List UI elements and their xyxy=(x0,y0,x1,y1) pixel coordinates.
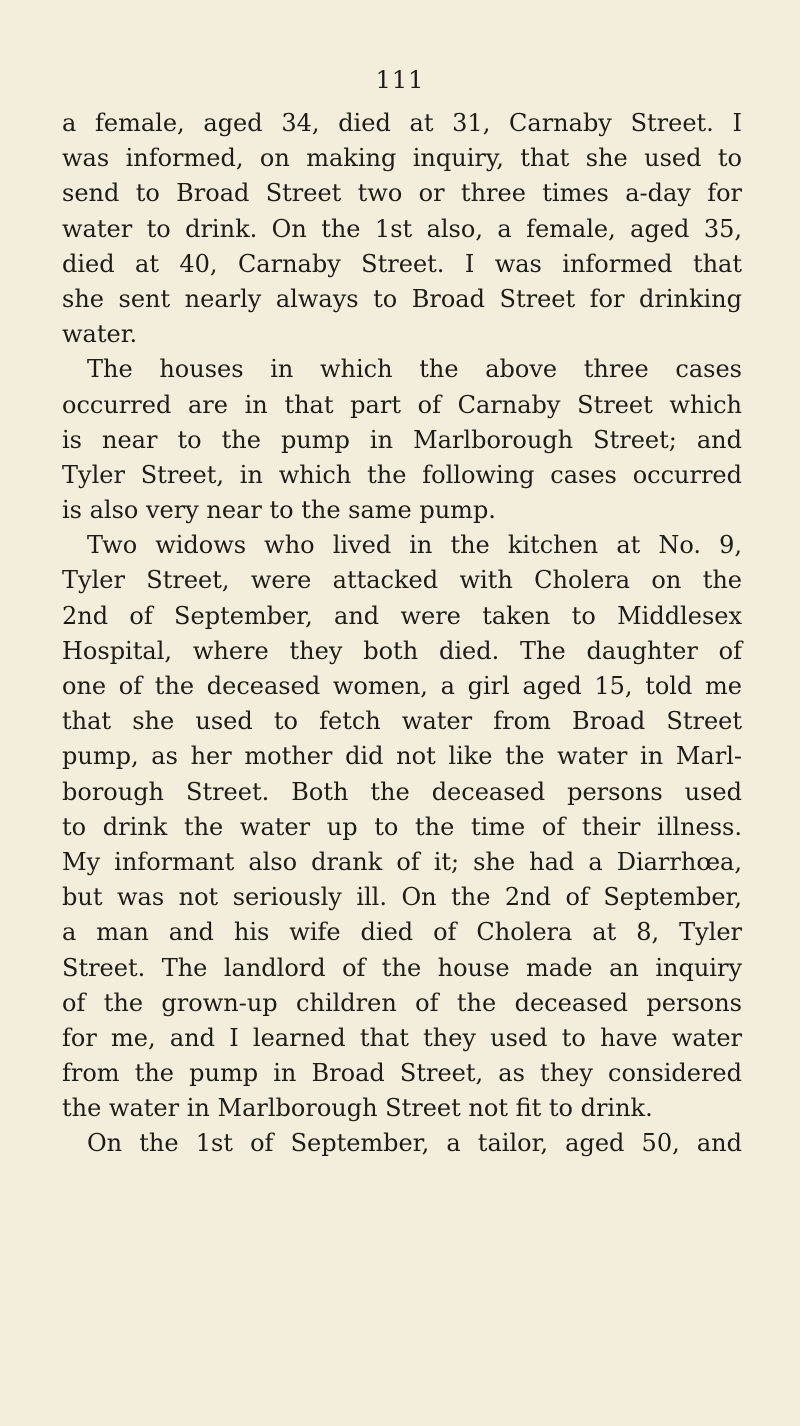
text-line: send to Broad Street two or three times a-day for xyxy=(62,179,742,208)
text-line: Tyler Street, in which the following cases occurred xyxy=(62,460,742,489)
text-line: of the grown-up children of the deceased persons xyxy=(62,988,742,1017)
text-line: Hospital, where they both died. The daughter of xyxy=(62,636,742,665)
text-line: is near to the pump in Marlborough Street; and xyxy=(62,425,742,454)
text-line: Street. The landlord of the house made an inquiry xyxy=(62,953,742,982)
text-line: a female, aged 34, died at 31, Carnaby Street. I xyxy=(62,109,742,137)
text-line: the water in Marlborough Street not fit to drink. xyxy=(62,1094,653,1123)
text-line: On the 1st of September, a tailor, aged 50, and xyxy=(87,1129,742,1158)
text-line: but was not seriously ill. On the 2nd of September, xyxy=(62,883,742,912)
text-line: from the pump in Broad Street, as they considered xyxy=(62,1059,742,1088)
text-line: My informant also drank of it; she had a Diarrhœa, xyxy=(62,847,742,876)
body-text xyxy=(62,106,742,1162)
text-line: one of the deceased women, a girl aged 15, told me xyxy=(62,672,742,700)
text-line: she sent nearly always to Broad Street for drinking xyxy=(62,284,742,313)
text-line: borough Street. Both the deceased persons used xyxy=(62,777,742,806)
text-line: water. xyxy=(62,320,138,349)
text-line: a man and his wife died of Cholera at 8, Tyler xyxy=(62,918,742,947)
text-line: is also very near to the same pump. xyxy=(62,496,496,525)
text-line: died at 40, Carnaby Street. I was informed that xyxy=(62,249,742,278)
text-line: occurred are in that part of Carnaby Street which xyxy=(62,390,742,419)
page-number: 111 xyxy=(375,66,425,94)
text-line: Two widows who lived in the kitchen at No. 9, xyxy=(87,531,742,560)
text-line: water to drink. On the 1st also, a female, aged 35, xyxy=(62,214,742,243)
text-line: for me, and I learned that they used to have water xyxy=(62,1023,742,1052)
text-line: Tyler Street, were attacked with Cholera on the xyxy=(62,566,742,595)
text-line: to drink the water up to the time of their illness. xyxy=(62,812,742,841)
text-line: pump, as her mother did not like the water in Marl- xyxy=(62,742,742,771)
text-line: that she used to fetch water from Broad Street xyxy=(62,707,742,736)
text-line: was informed, on making inquiry, that she used to xyxy=(62,144,742,173)
text-line: The houses in which the above three cases xyxy=(87,355,742,384)
text-line: 2nd of September, and were taken to Middlesex xyxy=(62,601,742,630)
